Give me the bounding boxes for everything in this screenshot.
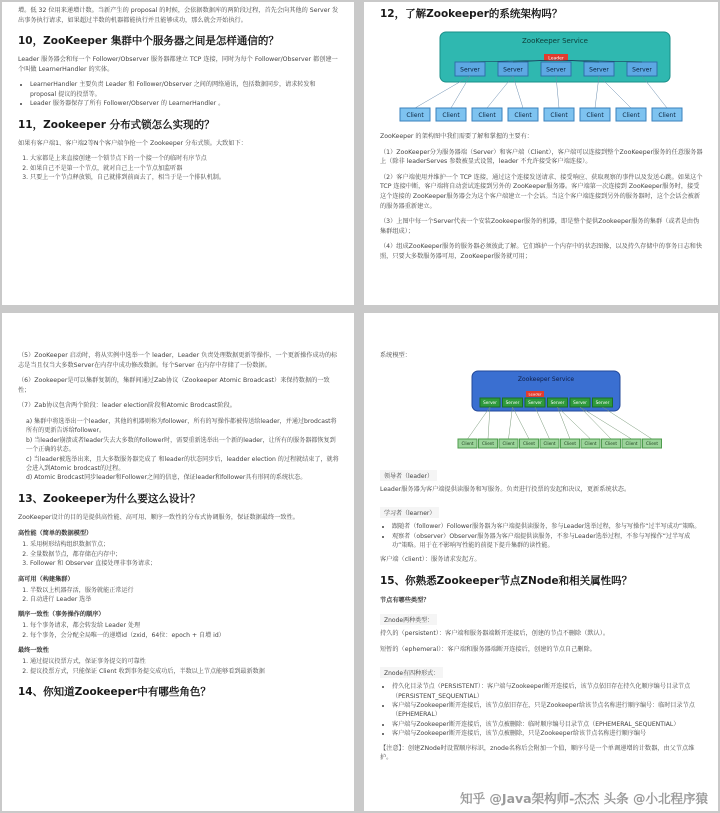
question-13-heading: 13、Zookeeper为什么要这么设计？: [18, 492, 201, 505]
client-label: Client: [522, 440, 536, 446]
client-label: Client: [625, 440, 638, 446]
question-14-heading: 14、你知道Zookeeper中有哪些角色？: [18, 686, 211, 699]
list-item: a) 集群中将选举出一个leader，其他的机器则称为follower，所有的写操作都被传送给leader，并通过brodcast将所有的更新告诉给follower。: [26, 417, 337, 435]
architecture-intro: ZooKeeper 的架构图中我们需要了解和掌握的主要有：: [380, 133, 533, 140]
client-label: Client: [563, 440, 577, 446]
watermark: 知乎 @Java架构师-杰杰 头条 @小北程序猿: [460, 791, 708, 806]
architecture-point-1: （1）ZooKeeper分为服务器端（Server）和客户端（Client），客户端可以连接到整个ZooKeeper服务的任意服务器上（除非 leaderServes 参数被显式设置，leader 不允许接受客户端连接）。: [380, 148, 703, 166]
client-role-text: 客户端（client）：服务请求发起方。: [380, 556, 481, 564]
question-12-heading: 12，了解Zookeeper的系统架构吗？: [380, 8, 563, 20]
list-item: • 持久化目录节点（PERSISTENT）：客户端与Zookeeper断开连接后，该节点依旧存在持久化顺序编号目录节点（PERSISTENT_SEQUENTIAL）: [392, 682, 704, 701]
client-label: Client: [645, 440, 659, 446]
question-13-text: ZooKeeper设计的目的是提供高性能、高可用、顺序一致性的分布式协调服务，保证数据最终一致性。: [18, 513, 299, 521]
znode-forms-list: [380, 682, 704, 738]
list-item: • 跟随者（follower）Follower服务器为客户端提供读服务，参与Leader选举过程，参与写操作“过半写成功”策略。: [392, 522, 704, 531]
system-model-heading: 系统模型：: [380, 352, 411, 359]
list-item: • LearnerHandler 主要负责 Leader 和 Follower/Observer 之间的网络通讯，包括数据同步，请求转发和 proposal 提议的投票等。: [30, 80, 340, 99]
question-10-text: Leader 服务器会和每一个 Follower/Observer 服务器都建立 TCP 连接，同时为每个 Follower/Observer 都创建一个叫做 LearnerHandler 的实体。: [18, 56, 338, 73]
doc-page-3: [2, 313, 354, 811]
question-10-heading: 10，ZooKeeper 集群中个服务器之间是怎样通信的？: [18, 35, 279, 48]
availability-list: [18, 586, 340, 605]
doc-page-1: [2, 2, 354, 305]
client-link: [468, 407, 491, 439]
leader-role-tag: 领导者（leader）: [380, 470, 437, 481]
list-item: d) Atomic Brodcast同步leader和Follower之间的信息，保证leader和follower具有形同的系统状态。: [26, 474, 307, 482]
server-label: Server: [550, 399, 565, 405]
client-link: [580, 407, 632, 439]
architecture-point-4: （4）组成ZooKeeper服务的服务器必须彼此了解。它们维护一个内存中的状态图像，以及持久存储中的事务日志和快照，只要大多数服务器可用，ZooKeeper服务就可用；: [380, 243, 703, 260]
diagram-title: Zookeeper Service: [517, 375, 575, 383]
list-item: 2. 自动进行 Leader 选举: [30, 595, 340, 604]
zab-list: [18, 417, 340, 483]
list-item: 2. 提议投票方式，只能保证 Client 收到事务提交成功后，半数以上节点能够看到最新数据: [30, 667, 340, 676]
client-link: [513, 407, 530, 439]
client-link: [603, 407, 653, 439]
client-label: Client: [461, 440, 474, 446]
learner-role-tag: 学习者（learner）: [380, 507, 439, 518]
list-item: • Leader 服务器保存了所有 Follower/Observer 的 LearnerHandler 。: [30, 99, 340, 108]
list-item: 1. 采用树形结构组织数据节点；: [30, 540, 340, 549]
question-10-list: [18, 80, 340, 108]
architecture-point-2: （2）客户端使用并维护一个 TCP 连接，通过这个连接发送请求、接受响应、获取观察的事件以及发送心跳。如果这个 TCP 连接中断，客户端将自动尝试连接到另外的 ZooKeeper服务器。客户端第一次连接到 ZooKeeper服务时，接受这个连接的 ZooKeeper服务器会为这个客户端建立一个会话。当这个客户端连接到另外的服务器时，这个会话会被新的服务器重新建立。: [380, 173, 703, 210]
client-link: [535, 407, 550, 439]
server-label: Server: [483, 399, 497, 405]
doc-page-2: [364, 2, 718, 305]
client-label: Client: [550, 112, 568, 119]
node-types-subheading: 节点有哪些类型？: [380, 597, 430, 604]
section-availability: 高可用（构建集群）: [18, 575, 74, 583]
persistent-text: 持久的（persistent）：客户端和服务器端断开连接后，创建的节点不删除（默认）。: [380, 630, 610, 637]
architecture-diagram: [380, 28, 704, 128]
point-7: （7）Zab协议包含两个阶段：leader election阶段和Atomic Brodcast阶段。: [18, 402, 236, 410]
client-label: Client: [481, 440, 495, 446]
server-label: Server: [589, 66, 609, 74]
learner-list: [380, 522, 704, 550]
question-15-heading: 15、你熟悉Zookeeper节点ZNode和相关属性吗？: [380, 575, 633, 587]
list-item: • 观察者（observer）Observer服务器为客户端提供读服务，不参与Leader选举过程，不参与写操作“过半写成功”策略。用于在不影响写性能的前提下提升集群的读性能。: [392, 532, 704, 551]
intro-text: 增。低 32 位用来递增计数。当新产生的 proposal 的时候，会依据数据库的两阶段过程，首先会向其他的 Server 发出事务执行请求，如果超过半数的机器都能执行并且能够成功，那么就会开始执行。: [18, 7, 339, 24]
question-11-list: [18, 154, 340, 182]
client-label: Client: [658, 112, 676, 119]
client-label: Client: [584, 440, 597, 446]
server-label: Server: [503, 66, 523, 74]
client-link: [580, 407, 611, 439]
server-label: Server: [595, 399, 610, 405]
architecture-point-3: （3）上图中每一个Server代表一个安装Zookeeper服务的机器，即是整个提供Zookeeper服务的集群（或者是由伪集群组成）；: [380, 218, 700, 235]
leader-role-text: Leader服务器为客户端提供读服务和写服务。负责进行投票的发起和决议，更新系统状态。: [380, 485, 631, 493]
client-label: Client: [502, 440, 515, 446]
section-consistency: 最终一致性: [18, 647, 49, 655]
list-item: c) 当leader被选举出来，且大多数服务器完成了 和leader的状态同步后，leadder election 的过程就结束了，就将会进入到Atomic brodcast的过程。: [26, 455, 339, 472]
performance-list: [18, 540, 340, 568]
server-label: Server: [546, 66, 566, 74]
question-11-heading: 11，Zookeeper 分布式锁怎么实现的？: [18, 118, 215, 131]
client-label: Client: [406, 112, 424, 119]
list-item: 3. Follower 和 Observer 直接处理非事务请求；: [30, 559, 340, 568]
client-link: [488, 407, 490, 439]
list-item: 3. 只要上一个节点释放锁，自己就排到前面去了，相当于是一个排队机制。: [30, 173, 340, 182]
list-item: 2. 每个事务，会分配全局唯一的递增id（zxid，64位：epoch + 自增 id）: [30, 631, 340, 640]
list-item: • 客户端与Zookeeper断开连接后，该节点依旧存在，只是Zookeeper给该节点名称进行顺序编号：临时目录节点（EPHEMERAL）: [392, 701, 704, 720]
znode-four-forms-tag: Znode有四种形式：: [380, 667, 443, 678]
diagram-title: ZooKeeper Service: [522, 37, 588, 45]
note-text: 【注意】：创建ZNode时设置顺序标识，znode名称后会附加一个值，顺序号是一个单调递增的计数器，由父节点维护。: [380, 744, 695, 762]
list-item: 1. 通过提议投票方式，保证事务提交的可靠性: [30, 657, 340, 666]
client-link: [558, 407, 571, 439]
server-label: Server: [505, 399, 520, 405]
client-link: [558, 407, 591, 439]
list-item: 2. 全量数据节点，都存储在内存中；: [30, 550, 340, 559]
client-label: Client: [543, 440, 556, 446]
list-item: • 客户端与Zookeeper断开连接后，该节点被删除，只是Zookeeper给该节点名称进行顺序编号: [392, 729, 704, 738]
list-item: • 客户端与Zookeeper断开连接后，该节点被删除：临时顺序编号目录节点（EPHEMERAL_SEQUENTIAL）: [392, 720, 704, 729]
client-label: Client: [514, 112, 532, 119]
client-label: Client: [604, 440, 618, 446]
client-link: [509, 407, 513, 439]
leader-label: Leader: [528, 390, 542, 396]
server-label: Server: [460, 66, 480, 74]
list-item: 1. 每个事务请求，都会转发给 Leader 处理: [30, 621, 340, 630]
doc-page-4: [364, 313, 718, 811]
question-11-text: 如果有客户端1、客户端2等N个客户端争抢一个 Zookeeper 分布式锁。大致如下：: [18, 139, 247, 147]
section-performance: 高性能（简单的数据模型）: [18, 530, 93, 538]
list-item: 1. 半数以上机器存活，服务就能正常运行: [30, 586, 340, 595]
server-label: Server: [573, 399, 587, 405]
section-ordering: 顺序一致性（事务操作的顺序）: [18, 611, 105, 619]
system-model-diagram: [380, 367, 704, 459]
consistency-list: [18, 657, 340, 676]
ephemeral-text: 短暂的（ephemeral）：客户端和服务器端断开连接后，创建的节点自己删除。: [380, 645, 596, 653]
list-item: 2. 如果自己不是第一个节点，就对自己上一个节点加监听器: [30, 164, 340, 173]
client-label: Client: [622, 112, 640, 119]
znode-two-types-tag: Znode两种类型：: [380, 614, 437, 625]
leader-label: Leader: [548, 56, 564, 62]
point-6: （6）Zookeeper是可以集群复制的，集群间通过Zab协议（Zookeeper Atomic Broadcast）来保持数据的一致性；: [18, 377, 330, 394]
list-item: b) 当leader崩溃或者leader失去大多数的follower时，需要重新选举出一个新的leader，让所有的服务器都恢复到一个正确的状态。: [26, 436, 336, 454]
server-label: Server: [528, 399, 542, 405]
point-5: （5）ZooKeeper 启动时，将从实例中选举一个 leader，Leader 负责处理数据更新等操作，一个更新操作成功的标志是当且仅当大多数Server在内存中成功修改数据。每个Server 在内存中存储了一份数据。: [18, 352, 338, 369]
ordering-list: [18, 621, 340, 640]
client-label: Client: [586, 112, 604, 119]
client-label: Client: [478, 112, 496, 119]
server-label: Server: [632, 66, 652, 74]
list-item: 1. 大家都是上来直接创建一个锁节点下的一个接一个的临时有序节点: [30, 154, 340, 163]
client-label: Client: [442, 112, 460, 119]
